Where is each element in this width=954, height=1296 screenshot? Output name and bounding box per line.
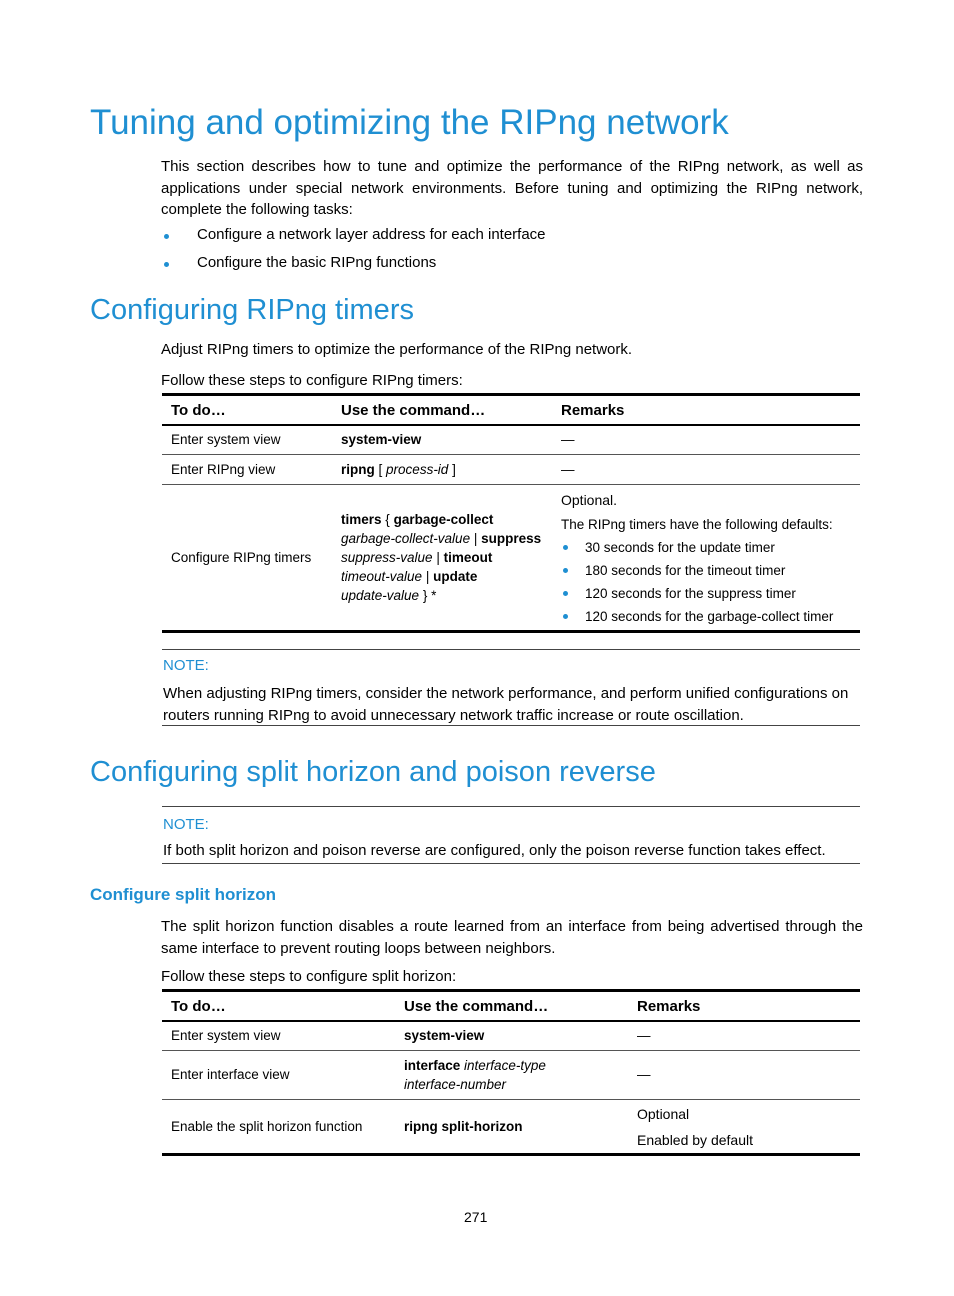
remark-cell: — [628,1021,860,1050]
command-keyword: garbage-collect [393,512,494,528]
table-bottom-rule [162,1153,860,1156]
table-row [162,425,860,454]
split-lead: Follow these steps to configure split horizon: [161,968,457,985]
command-keyword: ripng [341,461,375,477]
bullet-icon [164,234,169,239]
timers-lead: Follow these steps to configure RIPng timers: [161,372,463,389]
note-text: If both split horizon and poison reverse are configured, only the poison reverse function takes effect. [163,842,826,859]
table-row [162,1050,860,1099]
table-row [162,1021,860,1050]
command-keyword: update [433,569,478,585]
command-keyword: interface [404,1057,461,1073]
todo-cell: Enable the split horizon function [162,1099,395,1154]
command-keyword: system-view [404,1028,485,1044]
todo-cell: Enter RIPng view [162,454,332,484]
command-brace: } * [422,588,437,604]
table-header-row [162,992,860,1021]
remark-cell: — [552,454,860,484]
split-description: The split horizon function disables a route learned from an interface from being advertised through the same interface to prevent routing loops between neighbors. [161,918,863,957]
remark-cell: — [628,1050,860,1099]
col-header-remarks: Remarks [637,997,701,1015]
bullet-icon [164,262,169,267]
command-keyword: system-view [341,432,422,448]
remark-default: Enabled by default [637,1131,753,1148]
table-row [162,454,860,484]
command-keyword: timeout [443,550,493,566]
command-pipe: | [425,569,430,585]
command-cell [395,1050,628,1099]
command-argument: timeout-value [341,569,423,585]
timers-table [162,396,860,631]
command-keyword: suppress [481,531,542,547]
table-header-row [162,396,860,425]
todo-cell: Configure RIPng timers [162,484,332,631]
command-argument: suppress-value [341,550,433,566]
todo-cell: Enter interface view [162,1050,395,1099]
col-header-remarks: Remarks [561,401,625,419]
timers-description: Adjust RIPng timers to optimize the performance of the RIPng network. [161,341,633,358]
table-row [162,1099,860,1154]
intro-paragraph: This section describes how to tune and optimize the performance of the RIPng network, as well as applications under special network environments. Before tuning and optimizing the RIPng network, complete the following tasks: [161,158,863,218]
page-title: Tuning and optimizing the RIPng network [90,103,729,142]
remark-cell [628,1099,860,1154]
command-keyword: timers [341,512,382,528]
command-pipe: | [436,550,440,566]
command-bracket: [ [378,461,383,477]
note-top-rule [162,806,860,807]
command-cell [395,1099,628,1154]
defaults-list [561,536,860,628]
command-argument: garbage-collect-value [341,531,471,547]
timers-heading: Configuring RIPng timers [90,294,414,326]
table-row [162,484,860,631]
col-header-command: Use the command… [341,401,486,419]
col-header-command: Use the command… [404,997,549,1015]
task-item: Configure the basic RIPng functions [197,254,437,271]
command-argument: interface-type [464,1057,546,1073]
command-bracket: ] [452,461,456,477]
note-bottom-rule [162,725,860,726]
command-brace: { [385,512,390,528]
col-header-todo: To do… [171,401,226,419]
todo-cell: Enter system view [162,1021,395,1050]
command-cell [332,484,552,631]
task-item: Configure a network layer address for each interface [197,226,546,243]
command-cell [395,1021,628,1050]
todo-cell: Enter system view [162,425,332,454]
command-argument: update-value [341,588,420,604]
note-text: When adjusting RIPng timers, consider the network performance, and perform unified configurations on routers running RIPng to avoid unnecessary network traffic increase or route oscillation. [163,685,849,724]
list-item: 120 seconds for the garbage-collect timer [561,605,860,628]
command-argument: process-id [386,461,449,477]
remark-intro: The RIPng timers have the following defaults: [561,516,833,532]
page-number: 271 [464,1209,488,1225]
command-cell [332,425,552,454]
note-label: NOTE: [163,816,209,833]
note-bottom-rule [162,863,860,864]
split-subheading: Configure split horizon [90,885,277,904]
list-item: 180 seconds for the timeout timer [561,559,860,582]
command-argument: interface-number [404,1076,507,1092]
note-top-rule [162,649,860,650]
remark-optional: Optional [637,1105,690,1122]
list-item: 120 seconds for the suppress timer [561,582,860,605]
command-keyword: ripng split-horizon [404,1119,523,1135]
col-header-todo: To do… [171,997,226,1015]
split-heading: Configuring split horizon and poison reverse [90,756,656,788]
remark-cell: — [552,425,860,454]
command-cell [332,454,552,484]
table-bottom-rule [162,630,860,633]
note-label: NOTE: [163,657,209,674]
command-pipe: | [473,531,478,547]
remark-cell [552,484,860,631]
split-table [162,992,860,1154]
remark-optional: Optional. [561,491,618,508]
list-item: 30 seconds for the update timer [561,536,860,559]
